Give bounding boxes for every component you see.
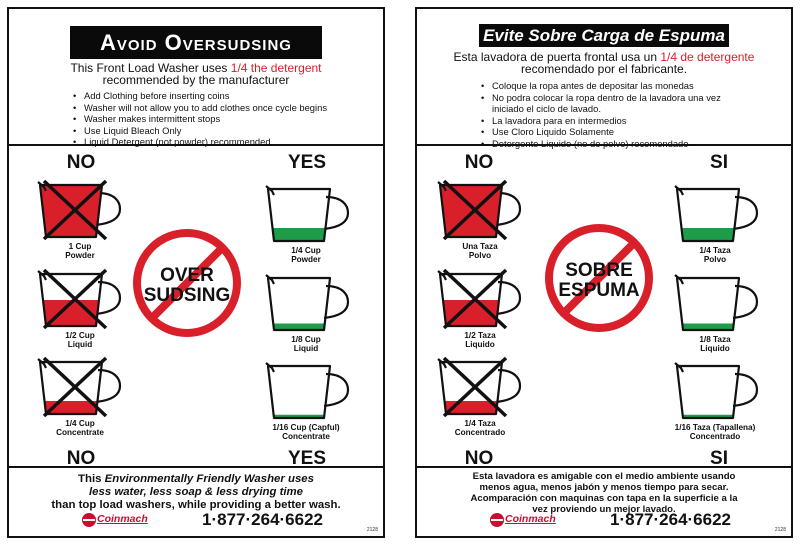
prohibition-sign-icon — [130, 226, 244, 340]
cup-label: 1/4 Cup Concentrate — [56, 419, 104, 437]
sign-code: 2128 — [774, 527, 786, 533]
no-heading-bottom: NO — [464, 448, 494, 469]
cup-icon — [264, 270, 352, 334]
cup-icon — [436, 354, 524, 418]
cup-label: 1/2 Taza Liquido — [464, 331, 496, 349]
cup-icon — [673, 270, 761, 334]
intro-text — [9, 62, 383, 86]
cup-label: 1/4 Cup Powder — [291, 246, 321, 264]
footer-text: This Environmentally Friendly Washer uses less water, less soap & less drying time than top load washers, while providing a better wash. — [51, 473, 341, 511]
instruction-item: • Use Cloro Liquido Solamente — [481, 126, 736, 138]
title-banner: Avoid Oversudsing — [70, 26, 322, 59]
coinmach-logo-icon — [489, 512, 505, 528]
footer-section — [417, 466, 791, 536]
instruction-item: • Washer will not allow you to add clothes once cycle begins — [73, 102, 327, 114]
cup-label: 1/4 Taza Polvo — [699, 246, 731, 264]
intro-highlight: 1/4 de detergente — [660, 50, 755, 64]
cup-icon — [36, 177, 124, 241]
intro-text — [417, 51, 791, 75]
phone-number: 1·877·264·6622 — [202, 510, 323, 529]
title-banner: Evite Sobre Carga de Espuma — [479, 24, 729, 47]
instruction-item: • Washer makes intermittent stops — [73, 113, 327, 125]
instruction-item: • Detergente Liquido (no de polvo) recomendado — [481, 138, 736, 150]
sign-code: 2128 — [366, 527, 378, 533]
cup-label: 1/2 Cup Liquid — [65, 331, 95, 349]
sign-line2: ESPUMA — [558, 280, 640, 301]
cup-icon — [673, 358, 761, 422]
coinmach-logo: Coinmach — [489, 512, 551, 528]
instruction-item: • La lavadora para en intermedios — [481, 115, 736, 127]
cup-label: 1/8 Cup Liquid — [291, 335, 321, 353]
no-heading-top: NO — [464, 152, 494, 173]
instruction-item: • Add Clothing before inserting coins — [73, 90, 327, 102]
cup-label: 1/16 Taza (Tapallena) Concentrado — [674, 423, 756, 441]
yes-heading-top: SI — [710, 152, 728, 173]
header-section — [9, 9, 383, 146]
footer-text: Esta lavadora es amigable con el medio ambiente usando menos agua, menos jabón y menos tiempo para secar. Acomparación con maquinas con tapa en la superficie a la vez proviendo un mejor lavado. — [470, 471, 738, 515]
phone-number: 1·877·264·6622 — [610, 510, 731, 529]
sign-line1: OVER — [160, 265, 214, 286]
coinmach-logo-icon — [81, 512, 97, 528]
instruction-item: • Coloque la ropa antes de depositar las monedas — [481, 80, 736, 92]
no-heading-bottom: NO — [66, 448, 96, 469]
sign-line2: SUDSING — [143, 285, 231, 306]
cup-icon — [264, 358, 352, 422]
cup-icon — [36, 266, 124, 330]
sign-line1: SOBRE — [565, 260, 633, 281]
cup-label: 1/4 Taza Concentrado — [454, 419, 506, 437]
yes-heading-top: YES — [287, 152, 327, 173]
cup-icon — [264, 181, 352, 245]
cup-label: 1 Cup Powder — [65, 242, 95, 260]
footer-section — [9, 466, 383, 536]
intro-line1: This Front Load Washer uses — [70, 61, 231, 75]
instructions-list — [481, 80, 736, 149]
yes-heading-bottom: YES — [287, 448, 327, 469]
cup-label: Una Taza Polvo — [462, 242, 498, 260]
intro-line2: recomendado por el fabricante. — [520, 62, 688, 76]
cup-icon — [673, 181, 761, 245]
intro-highlight: 1/4 the detergent — [230, 61, 322, 75]
cup-icon — [436, 177, 524, 241]
intro-line1: Esta lavadora de puerta frontal usa un — [453, 50, 661, 64]
yes-heading-bottom: SI — [710, 448, 728, 469]
intro-line2: recommended by the manufacturer — [102, 73, 290, 87]
poster-english — [7, 7, 385, 538]
instruction-item: • Use Liquid Bleach Only — [73, 125, 327, 137]
coinmach-logo: Coinmach — [81, 512, 143, 528]
prohibition-sign-icon — [542, 221, 656, 335]
no-heading-top: NO — [66, 152, 96, 173]
poster-spanish — [415, 7, 793, 538]
instructions-list — [73, 90, 327, 148]
cup-icon — [436, 266, 524, 330]
instruction-item: • No podra colocar la ropa dentro de la lavadora una vez iniciado el ciclo de lavado. — [481, 92, 736, 115]
cup-label: 1/8 Taza Liquido — [699, 335, 731, 353]
cup-label: 1/16 Cup (Capful) Concentrate — [272, 423, 340, 441]
cup-icon — [36, 354, 124, 418]
instruction-item: • Liquid Detergent (not powder) recommended — [73, 136, 327, 148]
header-section — [417, 9, 791, 149]
